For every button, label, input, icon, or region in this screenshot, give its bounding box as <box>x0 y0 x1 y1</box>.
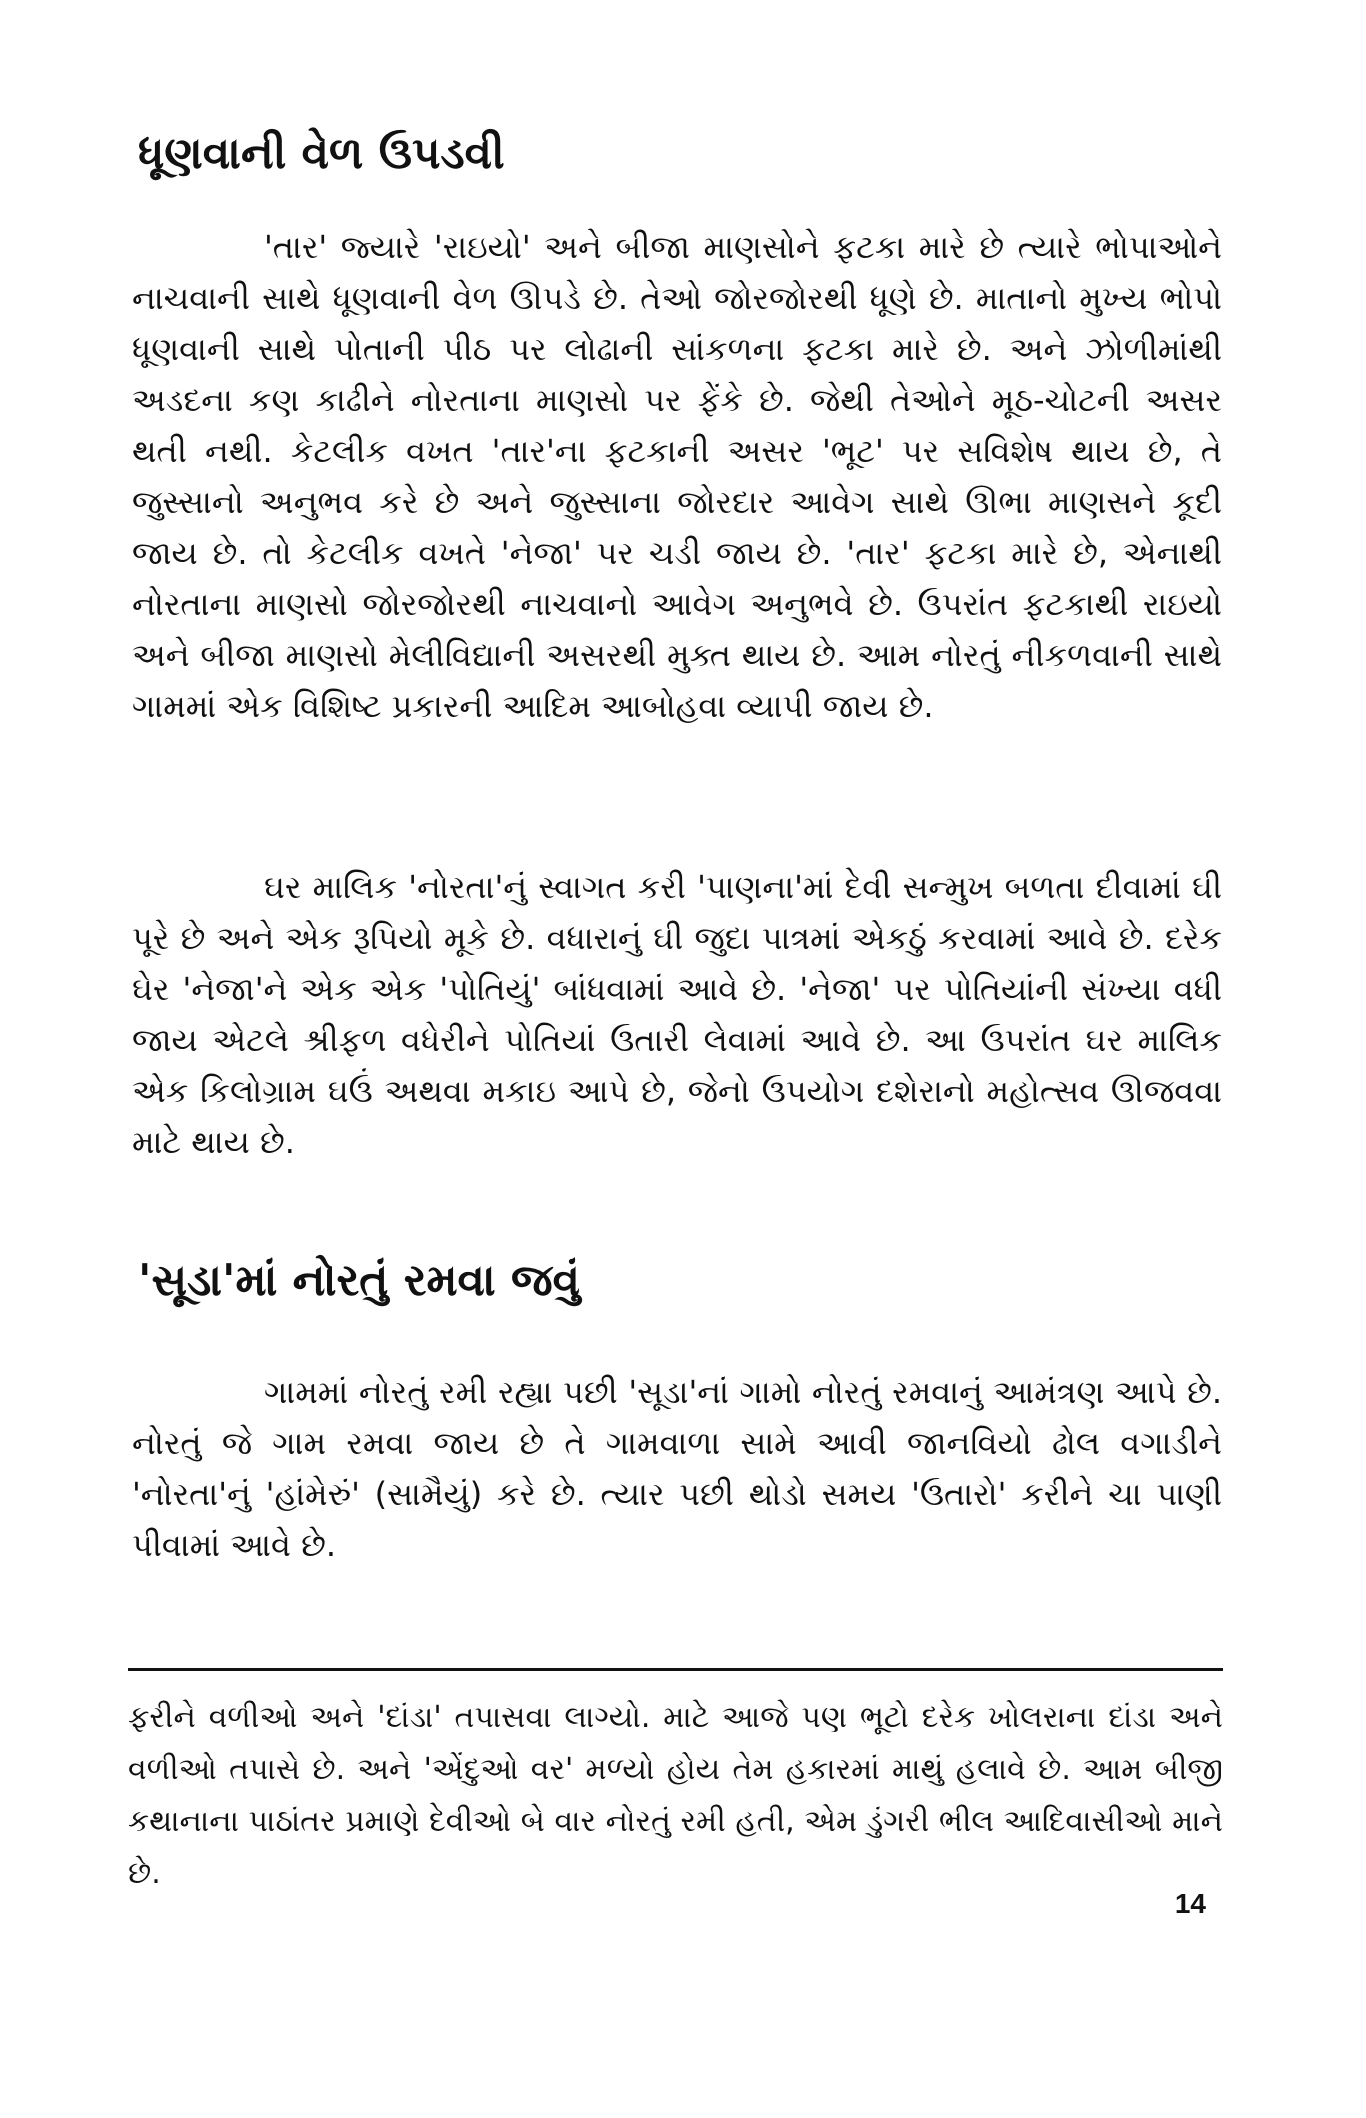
paragraph-bhopa-dhunvu: 'તાર' જ્યારે 'રાઇયો' અને બીજા માણસોને ફટકા મારે છે ત્યારે ભોપાઓને નાચવાની સાથે ધૂણવાની વેળ ઊપડે છે. તેઓ જોરજોરથી ધૂણે છે. માતાનો મુખ્ય ભોપો ધૂણવાની સાથે પોતાની પીઠ પર લોઢાની સાંકળના ફટકા મારે છે. અને ઝોળીમાંથી અડદના કણ કાઢીને નોરતાના માણસો પર ફેંકે છે. જેથી તેઓને મૂઠ-ચોટની અસર થતી નથી. કેટલીક વખત 'તાર'ના ફટકાની અસર 'ભૂટ' પર સવિશેષ થાય છે, તે જુસ્સાનો અનુભવ કરે છે અને જુસ્સાના જોરદાર આવેગ સાથે ઊભા માણસને કૂદી જાય છે. તો કેટલીક વખતે 'નેજા' પર ચડી જાય છે. 'તાર' ફટકા મારે છે, એનાથી નોરતાના માણસો જોરજોરથી નાચવાનો આવેગ અનુભવે છે. ઉપરાંત ફટકાથી રાઇયો અને બીજા માણસો મેલીવિદ્યાની અસરથી મુક્ત થાય છે. આમ નોરતું નીકળવાની સાથે ગામમાં એક વિશિષ્ટ પ્રકારની આદિમ આબોહવા વ્યાપી જાય છે. <box>132 228 1222 725</box>
paragraph-ghar-malik: ઘર માલિક 'નોરતા'નું સ્વાગત કરી 'પાણના'માં દેવી સન્મુખ બળતા દીવામાં ઘી પૂરે છે અને એક રૂપિયો મૂકે છે. વધારાનું ઘી જુદા પાત્રમાં એકઠું કરવામાં આવે છે. દરેક ઘેર 'નેજા'ને એક એક 'પોતિયું' બાંધવામાં આવે છે. 'નેજા' પર પોતિયાંની સંખ્યા વધી જાય એટલે શ્રીફળ વધેરીને પોતિયાં ઉતારી લેવામાં આવે છે. આ ઉપરાંત ઘર માલિક એક કિલોગ્રામ ઘઉં અથવા મકાઇ આપે છે, જેનો ઉપયોગ દશેરાનો મહોત્સવ ઊજવવા માટે થાય છે. <box>132 868 1222 1161</box>
section-heading-suda-norto: 'સૂડા'માં નોરતું રમવા જવું <box>138 1255 581 1306</box>
page-number: 14 <box>1174 1888 1206 1919</box>
footnote-text: ફરીને વળીઓ અને 'દાંડા' તપાસવા લાગ્યો. માટે આજે પણ ભૂટો દરેક ખોલરાના દાંડા અને વળીઓ તપાસે છે. અને 'એંદુઓ વર' મળ્યો હોય તેમ હકારમાં માથું હલાવે છે. આમ બીજી કથાનાના પાઠાંતર પ્રમાણે દેવીઓ બે વાર નોરતું રમી હતી, એમ ડુંગરી ભીલ આદિવાસીઓ માને છે. <box>128 1700 1223 1891</box>
section-heading-dhunvani-vel: ધૂણવાની વેળ ઉપડવી <box>138 128 505 179</box>
paragraph-suda-amantran: ગામમાં નોરતું રમી રહ્યા પછી 'સૂડા'નાં ગામો નોરતું રમવાનું આમંત્રણ આપે છે. નોરતું જે ગામ રમવા જાય છે તે ગામવાળા સામે આવી જાનવિયો ઢોલ વગાડીને 'નોરતા'નું 'હાંમેરું' (સામૈયું) કરે છે. ત્યાર પછી થોડો સમય 'ઉતારો' કરીને ચા પાણી પીવામાં આવે છે. <box>132 1373 1222 1564</box>
footnote-divider <box>128 1668 1223 1671</box>
